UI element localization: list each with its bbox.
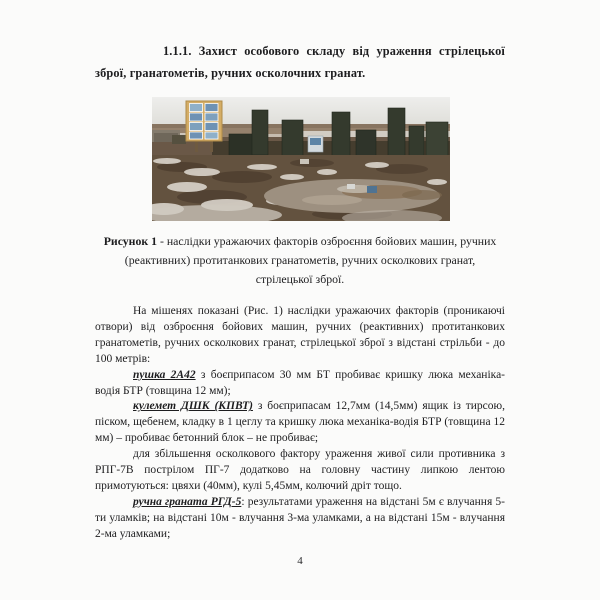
photo-small-sign — [308, 136, 323, 152]
paragraph-text: для збільшення осколкового фактору ураження живої сили противника з РПГ-7В пострілом ПГ-7 додатково на головну частину липкою лентою примотуються: цвяхи (40мм), кулі 5,45мм, колючий дріт тощо. — [95, 448, 505, 492]
figure-caption — [99, 232, 501, 289]
body-paragraph — [95, 447, 505, 495]
figure-photo — [152, 97, 450, 221]
body-paragraph — [95, 399, 505, 447]
figure-caption-text: - наслідки уражаючих факторів озброєння бойових машин, ручних (реактивних) протитанкових гранатометів, ручних осколкових гранат, стрілецької зброї. — [124, 234, 497, 286]
photo-test-range — [152, 97, 450, 221]
page-content — [95, 40, 505, 543]
body-paragraph — [95, 304, 505, 368]
body-text — [95, 304, 505, 543]
page-number: 4 — [297, 555, 303, 567]
paragraph-text: : результатами ураження на відстані 5м є влучання 5-ти уламків; на відстані 10м - влучання 3-ма уламками, а на відстані 15м - влучання 2-ма уламками; — [95, 495, 505, 540]
term-emphasis: ручна граната РГД-5 — [133, 495, 242, 508]
term-emphasis: пушка 2А42 — [133, 368, 196, 381]
paragraph-text: На мішенях показані (Рис. 1) наслідки уражаючих факторів (проникаючі отвори) від озброєння бойових машин, ручних (реактивних) протитанкових гранатометів, ручних осколкових гранат, стрілецької зброї з відстані стрільби - до 100 метрів: — [95, 305, 505, 365]
figure-caption-label: Рисунок 1 — [103, 234, 158, 248]
body-paragraph — [95, 368, 505, 400]
term-emphasis: кулемет ДШК (КПВТ) — [133, 400, 253, 413]
paragraph-text: з боєприпасам 12,7мм (14,5мм) ящик із тирсою, піском, щебенем, кладку в 1 цеглу та кришку люка механіка-водія БТР (товщина 12 мм) – пробиває бетонний блок – не пробиває; — [95, 400, 506, 445]
section-heading: 1.1.1. Захист особового складу від ураження стрілецької зброї, гранатометів, ручних осколочних гранат. — [95, 44, 505, 80]
body-paragraph — [95, 495, 505, 543]
paragraph-text: з боєприпасом 30 мм БТ пробиває кришку люка механіка-водія БТР (товщина 12 мм); — [95, 368, 505, 397]
